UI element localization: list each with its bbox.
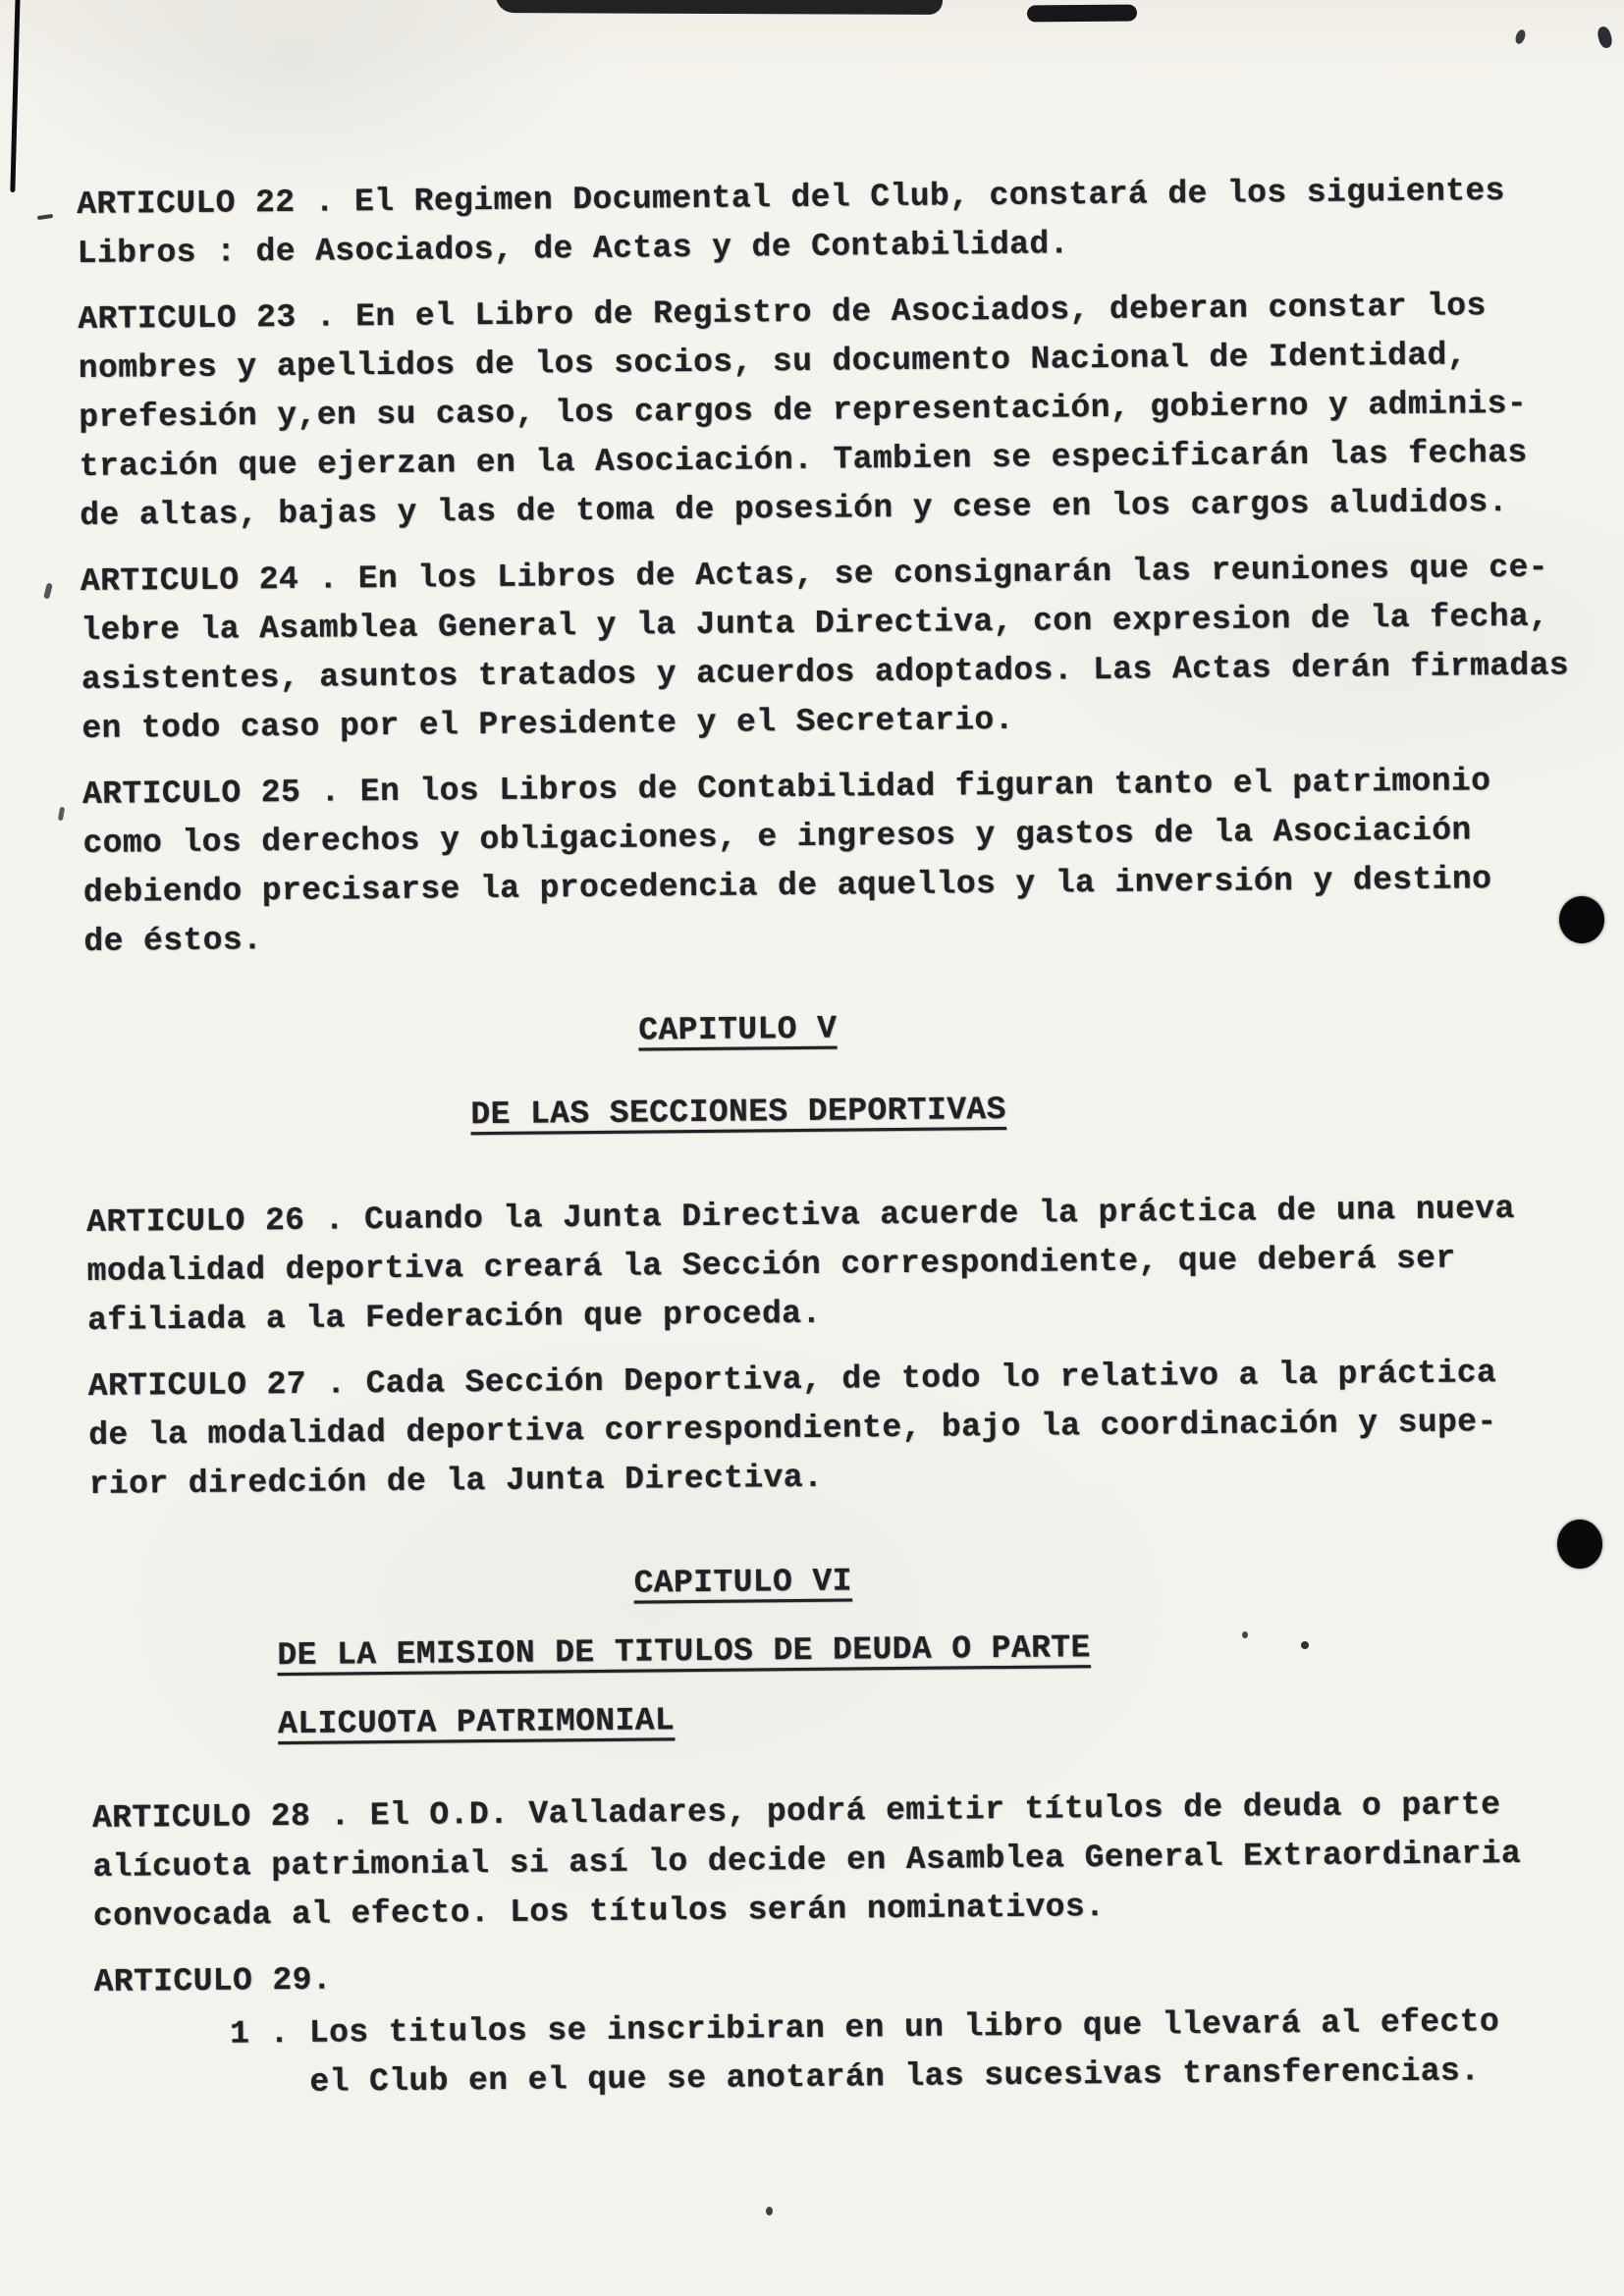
emision-titulos-heading: DE LA EMISION DE TITULOS DE DEUDA O PARTE bbox=[277, 1629, 1091, 1675]
alicuota-patrimonial-heading: ALICUOTA PATRIMONIAL bbox=[277, 1702, 676, 1743]
top-edge-smudge-1 bbox=[496, 0, 943, 15]
articulo-25-paragraph: ARTICULO 25 . En los Libros de Contabilidad figuran tanto el patrimonio como los derechos y obligaciones, e ingresos y gastos de la Asociación debiendo precisarse la procedencia de aquellos y la inversión y destino de éstos. bbox=[81, 763, 1492, 960]
articulo-29-heading: ARTICULO 29. bbox=[93, 1961, 333, 2001]
articulo-28-paragraph: ARTICULO 28 . El O.D. Valladares, podrá emitir títulos de deuda o parte alícuota patrimonial si así lo decide en Asamblea General Extraordinaria convocada al efecto. Los títulos serán nominativos. bbox=[91, 1787, 1522, 1935]
secciones-deportivas-heading: DE LAS SECCIONES DEPORTIVAS bbox=[470, 1091, 1007, 1134]
articulo-29-item-1: 1 . Los titulos se inscribiran en un libro que llevará al efecto el Club en el que se anotarán las sucesivas transferencias. bbox=[229, 2003, 1500, 2102]
articulo-23-paragraph: ARTICULO 23 . En el Libro de Registro de Asociados, deberan constar los nombres y apellidos de los socios, su documento Nacional de Identidad, prefesión y,en su caso, los cargos de representación, gobierno y adminis- tración que ejerzan en la Asociación. Tambien se especificarán las fechas de altas, bajas y las de toma de posesión y cese en los cargos aludidos. bbox=[78, 288, 1528, 534]
document-content bbox=[77, 166, 1624, 2109]
articulo-24-paragraph: ARTICULO 24 . En los Libros de Actas, se consignarán las reuniones que ce- lebre la Asamblea General y la Junta Directiva, con expresion de la fecha, asistentes, asuntos tratados y acuerdos adoptados. Las Actas derán firmadas en todo caso por el Presidente y el Secretario. bbox=[80, 549, 1570, 747]
articulo-26-paragraph: ARTICULO 26 . Cuando la Junta Directiva acuerde la práctica de una nueva modalidad deportiva creará la Sección correspondiente, que deberá ser afiliada a la Federación que proceda. bbox=[86, 1190, 1515, 1339]
left-margin-dash-mark bbox=[37, 214, 53, 220]
capitulo-vi-heading: CAPITULO VI bbox=[633, 1563, 853, 1602]
left-edge-scan-line bbox=[10, 0, 20, 192]
top-edge-smudge-2 bbox=[1027, 5, 1137, 23]
capitulo-v-heading: CAPITULO V bbox=[638, 1010, 838, 1049]
articulo-27-paragraph: ARTICULO 27 . Cada Sección Deportiva, de todo lo relativo a la práctica de la modalidad deportiva correspondiente, bajo la coordinación y supe- rior diredción de la Junta Directiva. bbox=[87, 1355, 1497, 1503]
left-margin-tick-mark bbox=[43, 583, 53, 600]
top-right-ink-mark-2 bbox=[1596, 26, 1613, 50]
left-margin-apostrophe-mark bbox=[58, 807, 65, 822]
stray-ink-dot-1 bbox=[766, 2207, 773, 2216]
articulo-22-paragraph: ARTICULO 22 . El Regimen Documental del Club, constará de los siguientes Libros : de Asociados, de Actas y de Contabilidad. bbox=[77, 173, 1505, 272]
top-right-ink-mark-1 bbox=[1514, 28, 1528, 45]
